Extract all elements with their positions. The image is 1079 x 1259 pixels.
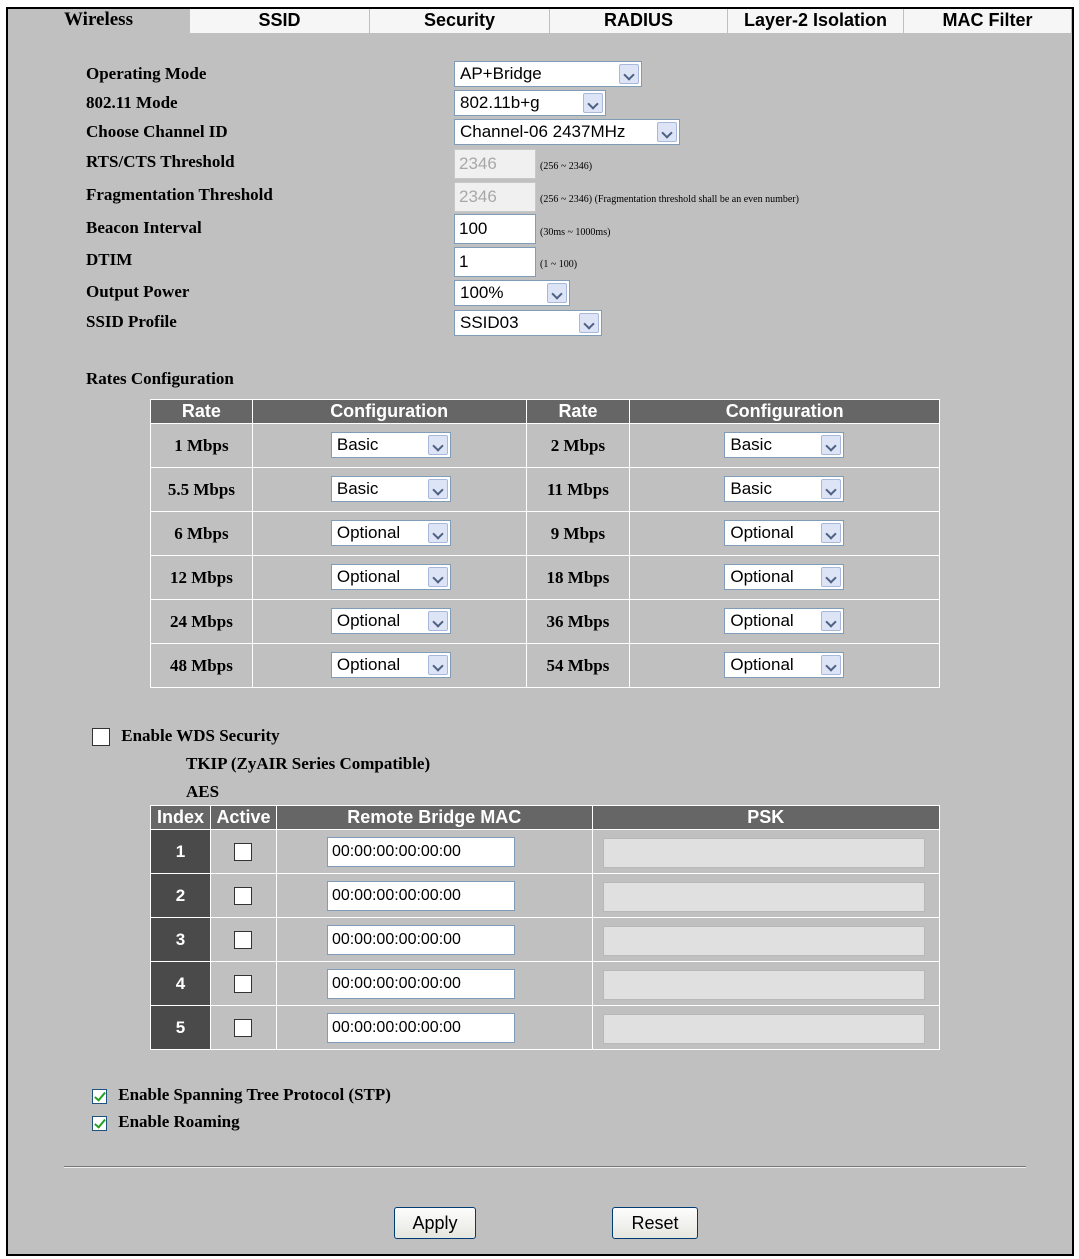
- remote-bridge-mac-input[interactable]: 00:00:00:00:00:00: [327, 969, 515, 999]
- wds-row: [151, 918, 940, 962]
- wds-psk-cell: [592, 918, 940, 962]
- rate-configuration-select[interactable]: Optional: [331, 652, 451, 678]
- wds-row: [151, 830, 940, 874]
- wds-active-cell: [210, 962, 276, 1006]
- enable-wds-security-option[interactable]: [92, 726, 280, 746]
- output-power-select[interactable]: 100%: [454, 280, 570, 306]
- remote-bridge-mac-header: Remote Bridge MAC: [276, 806, 592, 830]
- configuration-cell: [630, 424, 940, 468]
- configuration-cell: [630, 644, 940, 688]
- wds-mac-cell: [276, 1006, 592, 1050]
- wds-index-cell: 2: [151, 874, 211, 918]
- rate-cell: 1 Mbps: [151, 424, 253, 468]
- remote-bridge-mac-input[interactable]: 00:00:00:00:00:00: [327, 1013, 515, 1043]
- rate-cell: 12 Mbps: [151, 556, 253, 600]
- chevron-down-icon: [821, 567, 841, 587]
- configuration-cell: [630, 468, 940, 512]
- channel-id-label: Choose Channel ID: [86, 122, 228, 141]
- wds-active-cell: [210, 1006, 276, 1050]
- configuration-header: Configuration: [630, 400, 940, 424]
- enable-stp-option[interactable]: [92, 1085, 391, 1105]
- rate-configuration-select[interactable]: Optional: [724, 564, 844, 590]
- dtim-input[interactable]: 1: [454, 247, 536, 277]
- psk-input[interactable]: [603, 882, 925, 912]
- chevron-down-icon: [428, 523, 448, 543]
- wds-active-cell: [210, 830, 276, 874]
- tab-radius[interactable]: RADIUS: [550, 9, 728, 35]
- chevron-down-icon: [821, 655, 841, 675]
- fragmentation-range-note: (256 ~ 2346) (Fragmentation threshold shall be an even number): [540, 194, 799, 205]
- remote-bridge-mac-input[interactable]: 00:00:00:00:00:00: [327, 925, 515, 955]
- wds-psk-cell: [592, 962, 940, 1006]
- wds-table: [150, 805, 940, 1050]
- chevron-down-icon: [428, 479, 448, 499]
- remote-bridge-mac-input[interactable]: 00:00:00:00:00:00: [327, 837, 515, 867]
- wds-active-checkbox[interactable]: [234, 1019, 252, 1037]
- 80211-mode-label: 802.11 Mode: [86, 93, 178, 112]
- rate-configuration-select[interactable]: Optional: [331, 608, 451, 634]
- tab-ssid[interactable]: SSID: [190, 9, 370, 35]
- configuration-cell: [630, 600, 940, 644]
- configuration-cell: [252, 512, 526, 556]
- rate-row: [151, 556, 940, 600]
- tab-wireless[interactable]: Wireless: [8, 9, 190, 35]
- beacon-range-note: (30ms ~ 1000ms): [540, 227, 611, 238]
- wds-mac-cell: [276, 830, 592, 874]
- enable-stp-checkbox[interactable]: [92, 1089, 107, 1104]
- wds-mac-cell: [276, 874, 592, 918]
- rate-row: [151, 468, 940, 512]
- reset-button[interactable]: Reset: [612, 1207, 698, 1239]
- fragmentation-threshold-input[interactable]: 2346: [454, 182, 536, 212]
- wds-row: [151, 1006, 940, 1050]
- wds-index-cell: 1: [151, 830, 211, 874]
- rate-configuration-select[interactable]: Optional: [724, 608, 844, 634]
- index-header: Index: [151, 806, 211, 830]
- channel-id-select[interactable]: Channel-06 2437MHz: [454, 119, 680, 145]
- psk-input[interactable]: [603, 926, 925, 956]
- psk-input[interactable]: [603, 838, 925, 868]
- rate-configuration-select[interactable]: Optional: [724, 652, 844, 678]
- enable-wds-security-label: Enable WDS Security: [121, 726, 280, 745]
- rate-row: [151, 424, 940, 468]
- psk-input[interactable]: [603, 1014, 925, 1044]
- 80211-mode-select[interactable]: 802.11b+g: [454, 90, 606, 116]
- tab-layer2-isolation[interactable]: Layer-2 Isolation: [728, 9, 904, 35]
- psk-input[interactable]: [603, 970, 925, 1000]
- dtim-label: DTIM: [86, 250, 133, 269]
- rates-configuration-title: Rates Configuration: [86, 369, 234, 388]
- rate-configuration-select[interactable]: Optional: [331, 520, 451, 546]
- chevron-down-icon: [821, 435, 841, 455]
- wds-active-checkbox[interactable]: [234, 887, 252, 905]
- wds-psk-cell: [592, 830, 940, 874]
- rate-configuration-select[interactable]: Basic: [331, 476, 451, 502]
- chevron-down-icon: [547, 283, 567, 303]
- configuration-cell: [252, 468, 526, 512]
- tab-bar: [8, 9, 1072, 35]
- rate-configuration-select[interactable]: Optional: [331, 564, 451, 590]
- rate-cell: 6 Mbps: [151, 512, 253, 556]
- configuration-cell: [630, 512, 940, 556]
- rate-cell: 2 Mbps: [526, 424, 630, 468]
- configuration-cell: [252, 600, 526, 644]
- tkip-option-label: TKIP (ZyAIR Series Compatible): [186, 754, 431, 773]
- psk-header: PSK: [592, 806, 940, 830]
- rts-threshold-label: RTS/CTS Threshold: [86, 152, 235, 171]
- chevron-down-icon: [657, 122, 677, 142]
- chevron-down-icon: [428, 655, 448, 675]
- rate-configuration-select[interactable]: Optional: [724, 520, 844, 546]
- tab-security[interactable]: Security: [370, 9, 550, 35]
- rate-row: [151, 644, 940, 688]
- chevron-down-icon: [821, 523, 841, 543]
- enable-roaming-option[interactable]: [92, 1112, 240, 1132]
- rate-row: [151, 600, 940, 644]
- wireless-settings-panel: [6, 7, 1074, 1256]
- wds-index-cell: 3: [151, 918, 211, 962]
- chevron-down-icon: [428, 611, 448, 631]
- output-power-label: Output Power: [86, 282, 190, 301]
- aes-option-label: AES: [186, 782, 220, 801]
- rate-cell: 5.5 Mbps: [151, 468, 253, 512]
- ssid-profile-label: SSID Profile: [86, 312, 177, 331]
- fragmentation-threshold-label: Fragmentation Threshold: [86, 185, 273, 204]
- chevron-down-icon: [428, 567, 448, 587]
- wds-row: [151, 962, 940, 1006]
- wds-mac-cell: [276, 962, 592, 1006]
- wds-active-checkbox[interactable]: [234, 975, 252, 993]
- operating-mode-select[interactable]: AP+Bridge: [454, 61, 642, 87]
- rate-cell: 18 Mbps: [526, 556, 630, 600]
- enable-roaming-label: Enable Roaming: [118, 1112, 240, 1131]
- wds-psk-cell: [592, 1006, 940, 1050]
- rate-configuration-select[interactable]: Basic: [724, 432, 844, 458]
- enable-roaming-checkbox[interactable]: [92, 1116, 107, 1131]
- configuration-cell: [252, 556, 526, 600]
- wds-index-cell: 5: [151, 1006, 211, 1050]
- rates-table: [150, 399, 940, 688]
- chevron-down-icon: [821, 479, 841, 499]
- wds-row: [151, 874, 940, 918]
- configuration-cell: [630, 556, 940, 600]
- operating-mode-label: Operating Mode: [86, 64, 207, 83]
- wds-mac-cell: [276, 918, 592, 962]
- rate-header: Rate: [526, 400, 630, 424]
- apply-button[interactable]: Apply: [394, 1207, 476, 1239]
- chevron-down-icon: [619, 64, 639, 84]
- enable-stp-label: Enable Spanning Tree Protocol (STP): [118, 1085, 391, 1104]
- rts-threshold-input[interactable]: 2346: [454, 149, 536, 179]
- rate-cell: 48 Mbps: [151, 644, 253, 688]
- wds-psk-cell: [592, 874, 940, 918]
- wds-active-checkbox[interactable]: [234, 931, 252, 949]
- configuration-cell: [252, 424, 526, 468]
- ssid-profile-select[interactable]: SSID03: [454, 310, 602, 336]
- rate-cell: 9 Mbps: [526, 512, 630, 556]
- rts-range-note: (256 ~ 2346): [540, 161, 593, 172]
- rate-cell: 36 Mbps: [526, 600, 630, 644]
- wds-active-checkbox[interactable]: [234, 843, 252, 861]
- chevron-down-icon: [428, 435, 448, 455]
- rate-row: [151, 512, 940, 556]
- wds-index-cell: 4: [151, 962, 211, 1006]
- beacon-interval-label: Beacon Interval: [86, 218, 202, 237]
- configuration-cell: [252, 644, 526, 688]
- divider: [64, 1166, 1026, 1168]
- enable-wds-security-checkbox[interactable]: [92, 728, 110, 746]
- active-header: Active: [210, 806, 276, 830]
- tab-mac-filter[interactable]: MAC Filter: [904, 9, 1072, 35]
- wds-active-cell: [210, 874, 276, 918]
- remote-bridge-mac-input[interactable]: 00:00:00:00:00:00: [327, 881, 515, 911]
- chevron-down-icon: [583, 93, 603, 113]
- beacon-interval-input[interactable]: 100: [454, 214, 536, 244]
- rate-configuration-select[interactable]: Basic: [331, 432, 451, 458]
- dtim-range-note: (1 ~ 100): [540, 259, 578, 270]
- rate-cell: 11 Mbps: [526, 468, 630, 512]
- rate-cell: 24 Mbps: [151, 600, 253, 644]
- configuration-header: Configuration: [252, 400, 526, 424]
- rate-configuration-select[interactable]: Basic: [724, 476, 844, 502]
- rate-cell: 54 Mbps: [526, 644, 630, 688]
- chevron-down-icon: [821, 611, 841, 631]
- wds-active-cell: [210, 918, 276, 962]
- chevron-down-icon: [579, 313, 599, 333]
- rate-header: Rate: [151, 400, 253, 424]
